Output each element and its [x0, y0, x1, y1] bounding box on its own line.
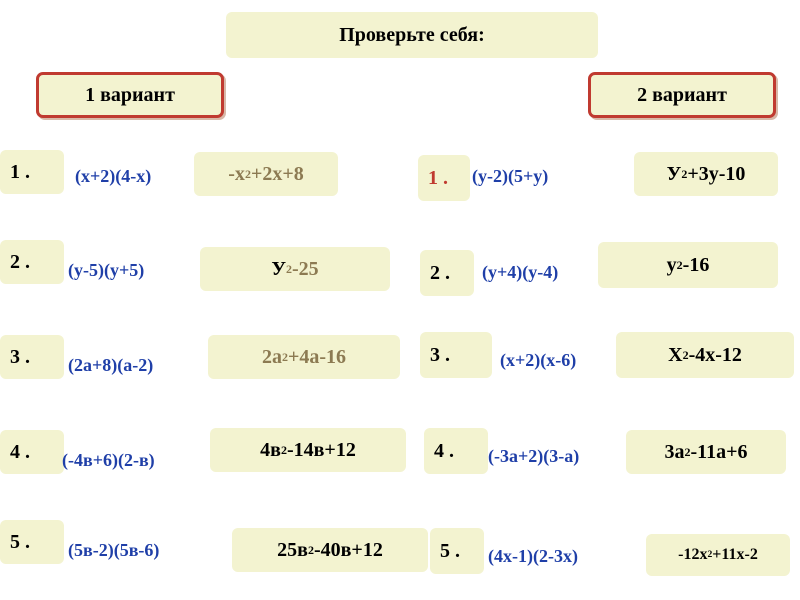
right-task-1-answer: У 2 +3y-10: [634, 152, 778, 196]
page-title: [226, 12, 598, 58]
right-task-5-expression: (4x-1)(2-3x): [488, 546, 578, 566]
answer-part: +2x+8: [250, 162, 304, 185]
answer-part: -12x: [678, 546, 708, 563]
answer-part: -4x-12: [688, 343, 742, 366]
right-task-4-expression: (-3a+2)(3-a): [488, 446, 580, 466]
right-task-3-expression: (x+2)(x-6): [500, 350, 577, 370]
answer-part: -16: [682, 253, 710, 276]
left-task-1-number: [0, 150, 64, 194]
variant-1-label: 1 вариант: [85, 83, 175, 106]
answer-part: -40в+12: [313, 538, 383, 561]
right-task-1-number-text: 1 .: [428, 166, 448, 189]
answer-part: -x: [228, 162, 245, 185]
left-task-1-number-text: 1 .: [10, 160, 30, 183]
answer-part: +4a-16: [287, 345, 347, 368]
right-task-2-number: [420, 250, 474, 296]
right-task-1-expression: (y-2)(5+y): [472, 166, 549, 186]
answer-part: 25в: [277, 538, 308, 561]
right-task-3-number-text: 3 .: [430, 343, 450, 366]
left-task-4-answer: 4в 2 -14в+12: [210, 428, 406, 472]
right-task-4-number: [424, 428, 488, 474]
left-task-4-number-text: 4 .: [10, 440, 30, 463]
answer-part: У: [271, 257, 286, 280]
left-task-5-number-text: 5 .: [10, 530, 30, 553]
answer-part: X: [668, 343, 683, 366]
answer-part: У: [666, 162, 682, 185]
right-task-2-answer: y 2 -16: [598, 242, 778, 288]
variant-2-label: 2 вариант: [637, 83, 727, 106]
answer-part: -14в+12: [286, 438, 356, 461]
left-task-2-number-text: 2 .: [10, 250, 30, 273]
left-task-5-answer: 25в 2 -40в+12: [232, 528, 428, 572]
answer-part: 3a: [664, 440, 685, 463]
right-task-5-answer: -12x 2 +11x-2: [646, 534, 790, 576]
answer-part: -11a+6: [690, 440, 748, 463]
variant-2-button[interactable]: [588, 72, 776, 118]
left-task-4-number: [0, 430, 64, 474]
left-task-3-expression: (2a+8)(a-2): [68, 355, 154, 375]
variant-1-button[interactable]: [36, 72, 224, 118]
right-task-1-number: [418, 155, 470, 201]
page-title-text: Проверьте себя:: [339, 23, 485, 46]
answer-part: -25: [292, 257, 319, 280]
right-task-2-expression: (y+4)(y-4): [482, 262, 559, 282]
left-task-5-number: [0, 520, 64, 564]
answer-part: 4в: [260, 438, 281, 461]
left-task-3-number-text: 3 .: [10, 345, 30, 368]
right-task-3-answer: X 2 -4x-12: [616, 332, 794, 378]
right-task-3-number: [420, 332, 492, 378]
left-task-5-expression: (5в-2)(5в-6): [68, 540, 160, 560]
answer-part: 2a: [261, 345, 282, 368]
right-task-2-number-text: 2 .: [430, 261, 450, 284]
left-task-3-number: [0, 335, 64, 379]
answer-part: +3y-10: [687, 162, 746, 185]
right-task-5-number-text: 5 .: [440, 539, 460, 562]
left-task-2-answer: У 2 -25: [200, 247, 390, 291]
right-task-4-answer: 3a 2 -11a+6: [626, 430, 786, 474]
answer-part: +11x-2: [712, 546, 758, 563]
right-task-5-number: [430, 528, 484, 574]
right-task-4-number-text: 4 .: [434, 439, 454, 462]
left-task-2-expression: (y-5)(y+5): [68, 260, 145, 280]
left-task-3-answer: 2a 2 +4a-16: [208, 335, 400, 379]
left-task-1-expression: (x+2)(4-x): [75, 166, 152, 186]
answer-part: y: [666, 253, 677, 276]
left-task-1-answer: -x 2 +2x+8: [194, 152, 338, 196]
left-task-2-number: [0, 240, 64, 284]
left-task-4-expression: (-4в+6)(2-в): [62, 450, 155, 470]
